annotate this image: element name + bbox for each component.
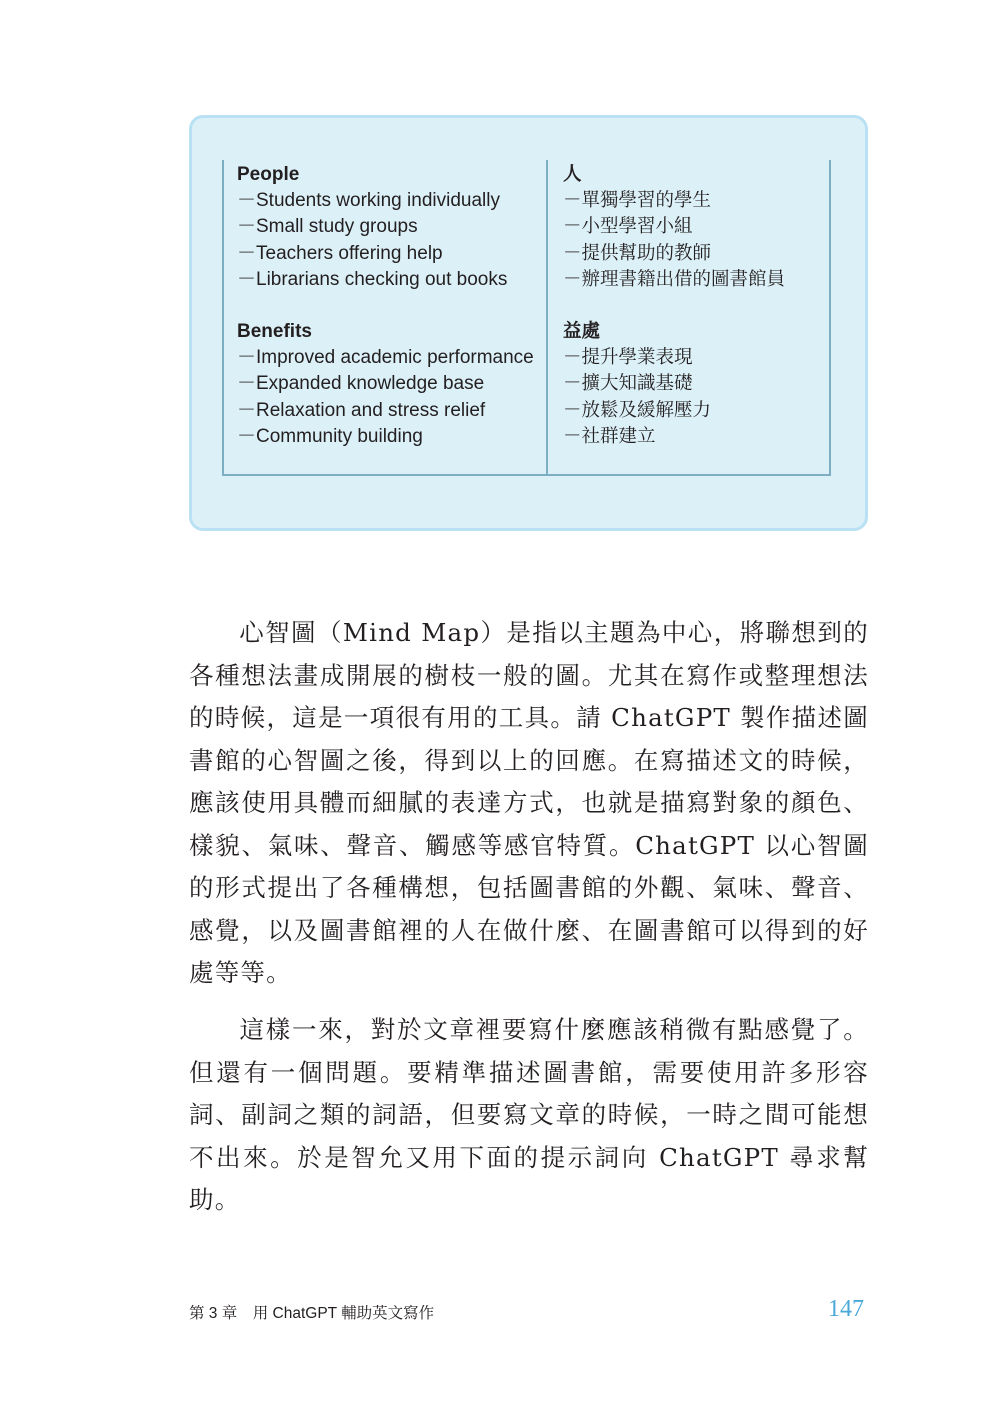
people-item-zh: －提供幫助的教師: [563, 242, 712, 264]
english-column: [237, 162, 537, 450]
benefits-item-zh: －擴大知識基礎: [563, 373, 693, 395]
benefits-item-zh: －社群建立: [563, 425, 656, 447]
people-item-zh: －小型學習小組: [563, 216, 693, 238]
column-divider: [546, 160, 548, 476]
people-item-en: －Teachers offering help: [237, 242, 443, 264]
people-item-en: －Small study groups: [237, 216, 418, 238]
benefits-item-en: －Community building: [237, 425, 423, 447]
body-paragraph-1-text: 心智圖（Mind Map）是指以主題為中心，將聯想到的各種想法畫成開展的樹枝一般的圖。尤其在寫作或整理想法的時候，這是一項很有用的工具。請 ChatGPT 製作描述圖書館的心智圖之後，得到以上的回應。在寫描述文的時候，應該使用具體而細膩的表達方式，也就是描寫對象的顏色、樣貌、氣味、聲音、觸感等感官特質。ChatGPT 以心智圖的形式提出了各種構想，包括圖書館的外觀、氣味、聲音、感覺，以及圖書館裡的人在做什麼、在圖書館可以得到的好處等等。: [189, 618, 869, 987]
benefits-item-en: －Improved academic performance: [237, 347, 534, 369]
people-item-zh: －單獨學習的學生: [563, 190, 712, 212]
benefits-heading-en: Benefits: [237, 321, 312, 343]
people-item-en: －Students working individually: [237, 190, 500, 212]
people-heading-zh: 人: [563, 164, 582, 185]
benefits-item-zh: －放鬆及緩解壓力: [563, 399, 712, 421]
body-paragraph-2-text: 這樣一來，對於文章裡要寫什麼應該稍微有點感覺了。但還有一個問題。要精準描述圖書館，需要使用許多形容詞、副詞之類的詞語，但要寫文章的時候，一時之間可能想不出來。於是智允又用下面的提示詞向 ChatGPT 尋求幫助。: [189, 1015, 869, 1214]
page-number: 147: [828, 1296, 864, 1322]
chinese-column: [563, 162, 823, 450]
people-item-en: －Librarians checking out books: [237, 268, 508, 290]
people-item-zh: －辦理書籍出借的圖書館員: [563, 268, 786, 290]
benefits-item-en: －Expanded knowledge base: [237, 373, 485, 395]
benefits-item-en: －Relaxation and stress relief: [237, 399, 486, 421]
body-paragraph-2: [189, 1009, 869, 1222]
benefits-heading-zh: 益處: [563, 321, 601, 343]
body-paragraph-1: [189, 612, 869, 995]
benefits-item-zh: －提升學業表現: [563, 347, 693, 369]
people-heading-en: People: [237, 164, 300, 185]
chapter-footer: 第 3 章 用 ChatGPT 輔助英文寫作: [189, 1305, 435, 1322]
